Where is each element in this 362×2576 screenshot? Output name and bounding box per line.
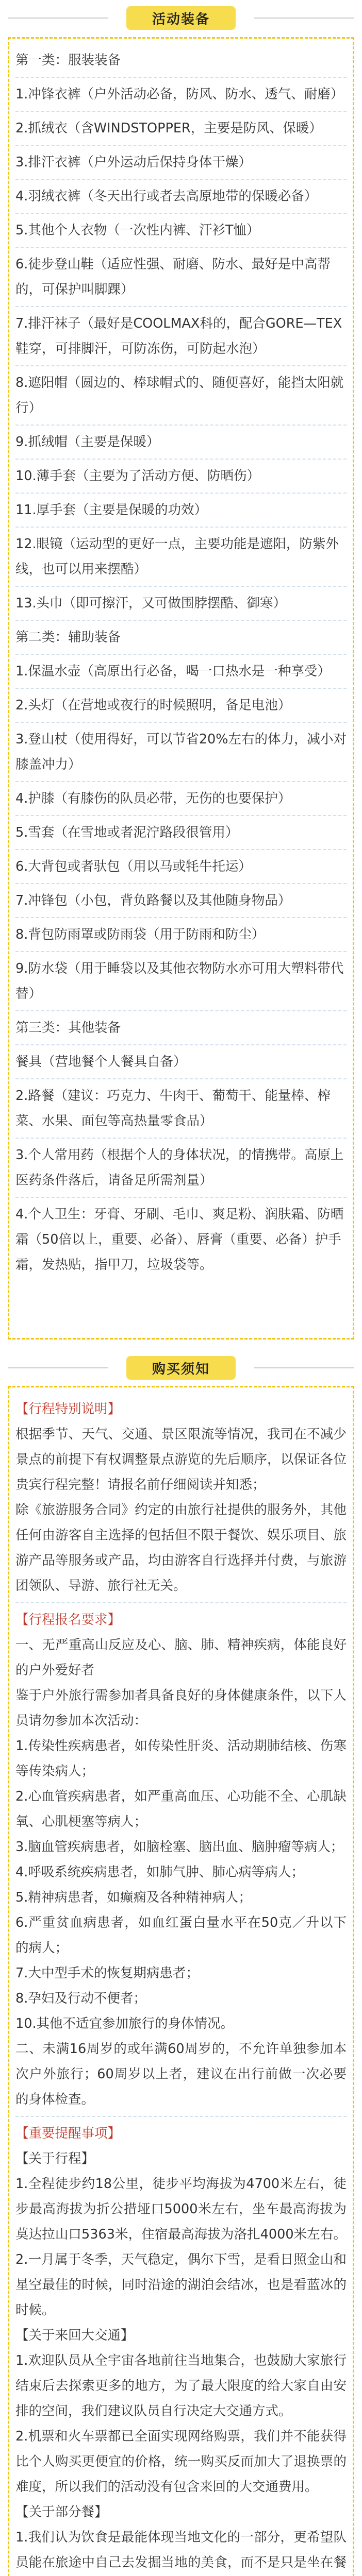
notice-heading: 【重要提醒事项】 [15, 2126, 121, 2141]
list-item: 4.个人卫生：牙膏、牙刷、毛巾、爽足粉、润肤霜、防晒霜（50倍以上，重要、必备）、唇膏（重要、必备）护手霜，发热贴，指甲刀，垃圾袋等。 [15, 1207, 344, 1273]
list-item: 2.路餐（建议：巧克力、牛肉干、葡萄干、能量棒、榨菜、水果、面包等高热量零食品） [15, 1088, 331, 1129]
dashed-divider [15, 781, 347, 782]
paragraph: 除《旅游服务合同》约定的由旅行社提供的服务外，其他任何由游客自主选择的包括但不限于餐饮、娱乐项目、旅游产品等服务或产品，均由游客自行选择并付费，与旅游团领队、导游、旅行社无关。 [15, 1502, 347, 1594]
paragraph: 2.机票和火车票都已全面实现网络购票，我们并不能获得比个人购买更便宜的价格，统一购买反而加大了退换票的难度，所以我们的活动没有包含来回的大交通费用。 [15, 2429, 347, 2495]
dashed-divider [15, 1078, 347, 1079]
list-item: 9.抓绒帽（主要是保暖） [15, 434, 160, 450]
dashed-divider [15, 425, 347, 426]
list-item: 餐具（营地餐个人餐具自备） [15, 1054, 187, 1070]
paragraph: 二、未满16周岁的或年满60周岁的，不允许单独参加本次户外旅行；60周岁以上者，建议在出行前做一次必要的身体检查。 [15, 2041, 347, 2107]
category-list-3 [15, 1049, 347, 1278]
list-item: 3.个人常用药（根据个人的身体状况，的情携带。高原上医药条件落后，请备足所需剂量） [15, 1147, 344, 1188]
list-item: 3.排汗衣裤（户外运动后保持身体干燥） [15, 155, 252, 170]
sub-heading: 【关于来回大交通】 [15, 2328, 134, 2343]
header-divider-right [254, 18, 354, 19]
paragraph: 1.全程徒步约18公里，徒步平均海拔为4700米左右，徒步最高海拔为折公措垭口5000米左右，坐车最高海拔为莫达拉山口5363米，住宿最高海拔为洛扎4000米左右。2.一月属于冬季，天气稳定，偶尔下雪，是看日照金山和星空最佳的时候，同时沿途的湖泊会结冰，也是看蓝冰的时候。 [15, 2176, 347, 2318]
dashed-divider [15, 1602, 347, 1603]
notice-heading: 【行程特别说明】 [15, 1401, 121, 1417]
list-item: 8.遮阳帽（圆边的、棒球帽式的、随便喜好，能挡太阳就行） [15, 375, 344, 416]
category-title: 第二类：辅助装备 [15, 630, 121, 645]
dashed-divider [15, 620, 347, 621]
list-item: 5.其他个人衣物（一次性内裤、汗衫T恤） [15, 223, 260, 238]
list-item: 7.排汗袜子（最好是COOLMAX科的，配合GORE—TEX鞋穿，可排脚汗，可防冻伤，可防起水泡） [15, 316, 342, 357]
list-item: 5.精神病患者，如癫痫及各种精神病人； [15, 1890, 252, 1905]
dashed-divider [15, 77, 347, 78]
category-list-1 [15, 82, 347, 616]
paragraph: 根据季节、天气、交通、景区限流等情况，我司在不减少景点的前提下有权调整景点游览的先后顺序，以保证各位贵宾行程完整！请报名前仔细阅读并知悉； [15, 1427, 347, 1493]
paragraph: 鉴于户外旅行需参加者具备良好的身体健康条件，以下人员请勿参加本次活动： [15, 1688, 347, 1728]
list-item: 4.呼吸系统疾病患者，如肺气肿、肺心病等病人； [15, 1865, 304, 1880]
dashed-divider [15, 493, 347, 494]
header-pill [126, 1356, 236, 1380]
section-header-notice [0, 1350, 362, 1386]
list-item: 1.保温水壶（高原出行必备，喝一口热水是一种享受） [15, 664, 331, 679]
list-item: 10.其他不适宜参加旅行的身体情况。 [15, 2016, 234, 2031]
category-title: 第一类：服装装备 [15, 53, 121, 68]
dashed-divider [15, 1197, 347, 1198]
paragraph: 1.我们认为饮食是最能体现当地文化的一部分，更希望队员能在旅途中自己去发掘当地的美食，而不是只是坐在餐 [15, 2530, 347, 2570]
list-item: 3.脑血管疾病患者，如脑栓塞、脑出血、脑肿瘤等病人； [15, 1839, 344, 1855]
section-title: 活动装备 [152, 11, 210, 27]
list-item: 13.头巾（即可擦汗，又可做围脖摆酷、御寒） [15, 596, 287, 611]
notice-heading: 【行程报名要求】 [15, 1612, 121, 1628]
list-item: 6.严重贫血病患者，如血红蛋白量水平在50克／升以下的病人； [15, 1915, 347, 1956]
section-title: 购买须知 [152, 1361, 210, 1377]
dashed-divider [15, 688, 347, 689]
dashed-divider [15, 213, 347, 214]
dashed-divider [15, 815, 347, 816]
list-item: 4.护膝（有膝伤的队员必带，无伤的也要保护） [15, 791, 291, 806]
list-item: 5.雪套（在雪地或者泥泞路段很管用） [15, 825, 239, 840]
header-divider-left [8, 18, 108, 19]
list-item: 8.背包防雨罩或防雨袋（用于防雨和防尘） [15, 927, 265, 942]
dashed-divider [15, 951, 347, 952]
list-item: 1.冲锋衣裤（户外活动必备，防风、防水、透气、耐磨） [15, 87, 344, 102]
dashed-divider [15, 145, 347, 146]
list-item: 2.抓绒衣（含WINDSTOPPER，主要是防风、保暖） [15, 121, 322, 136]
list-item: 1.传染性疾病患者，如传染性肝炎、活动期肺结核、伤寒等传染病人； [15, 1738, 347, 1779]
dashed-divider [15, 586, 347, 587]
equipment-box [8, 37, 354, 1340]
list-item: 10.薄手套（主要为了活动方便、防晒伤） [15, 468, 260, 484]
dashed-divider [15, 1010, 347, 1011]
list-item: 7.大中型手术的恢复期病患者； [15, 1965, 199, 1981]
dashed-divider [15, 883, 347, 884]
list-item: 6.大背包或者驮包（用以马或牦牛托运） [15, 859, 252, 874]
category-title: 第三类：其他装备 [15, 1020, 121, 1036]
dashed-divider [15, 654, 347, 655]
dashed-divider [15, 247, 347, 248]
dashed-divider [15, 849, 347, 850]
dashed-divider [15, 365, 347, 366]
dashed-divider [15, 722, 347, 723]
category-list-2 [15, 659, 347, 1007]
notice-box [8, 1386, 354, 2576]
dashed-divider [15, 1044, 347, 1045]
list-item: 4.羽绒衣裤（冬天出行或者去高原地带的保暖必备） [15, 189, 318, 204]
paragraph: 一、无严重高山反应及心、脑、肺、精神疾病，体能良好的户外爱好者 [15, 1637, 347, 1678]
sub-heading: 【关于部分餐】 [15, 2504, 108, 2520]
list-item: 9.防水袋（用于睡袋以及其他衣物防水亦可用大塑料带代替） [15, 961, 344, 1002]
dashed-divider [15, 1138, 347, 1139]
header-pill [126, 6, 236, 30]
dashed-divider [15, 306, 347, 307]
sub-heading: 【关于行程】 [15, 2151, 95, 2166]
dashed-divider [15, 917, 347, 918]
list-item: 8.孕妇及行动不便者； [15, 1991, 146, 2006]
dashed-divider [15, 2116, 347, 2117]
dashed-divider [15, 527, 347, 528]
dashed-divider [15, 111, 347, 112]
list-item: 2.头灯（在营地或夜行的时候照明，备足电池） [15, 698, 291, 713]
paragraph: 1.欢迎队员从全宇宙各地前往当地集合，也鼓励大家旅行结束后去探索更多的地方，为了最大限度的给大家自由安排的空间，我们建议队员自行决定大交通方式。 [15, 2353, 347, 2419]
list-item: 12.眼镜（运动型的更好一点，主要功能是遮阳，防紫外线，也可以用来摆酷） [15, 536, 339, 577]
list-item: 6.徒步登山鞋（适应性强、耐磨、防水、最好是中高帮的，可保护叫脚踝） [15, 257, 331, 297]
dashed-divider [15, 459, 347, 460]
list-item: 11.厚手套（主要是保暖的功效） [15, 502, 208, 518]
header-divider-left [8, 1367, 108, 1368]
list-item: 2.心血管疾病患者，如严重高血压、心功能不全、心肌缺氧、心肌梗塞等病人； [15, 1789, 347, 1829]
list-item: 3.登山杖（使用得好，可以节省20%左右的体力，减小对膝盖冲力） [15, 732, 347, 772]
header-divider-right [254, 1367, 354, 1368]
list-item: 7.冲锋包（小包，背负路餐以及其他随身物品） [15, 893, 291, 908]
section-header-equipment [0, 0, 362, 36]
dashed-divider [15, 179, 347, 180]
